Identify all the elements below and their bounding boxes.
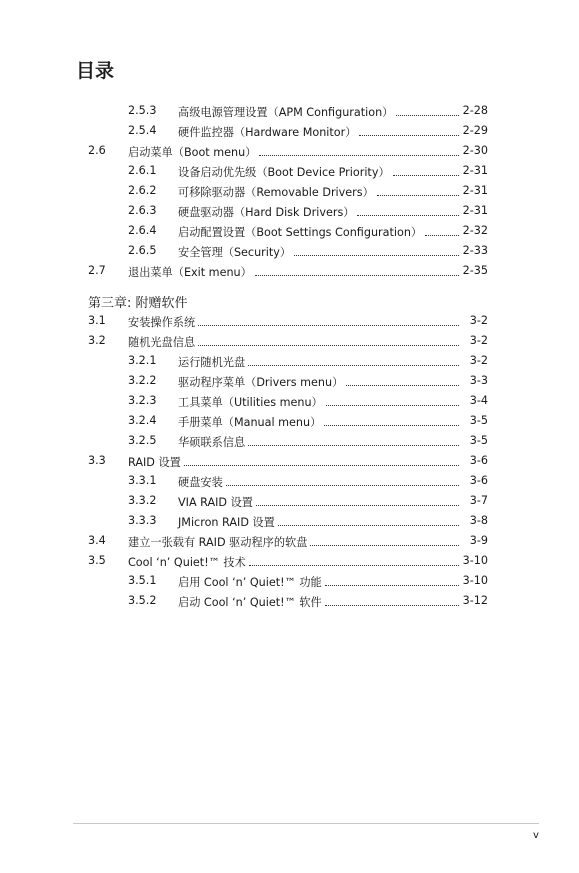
- toc-entry-number: 2.5.4: [128, 124, 157, 137]
- toc-entry-title-group: [128, 454, 461, 470]
- dot-leader: [198, 324, 459, 326]
- toc-entry-page: 3-9: [469, 534, 488, 547]
- toc-entry[interactable]: [88, 142, 488, 160]
- toc-entry[interactable]: [88, 372, 488, 390]
- toc-entry-number: 3.2.5: [128, 434, 157, 447]
- toc-entry-page: 3-7: [469, 494, 488, 507]
- toc-entry-page: 3-2: [469, 354, 488, 367]
- toc-entry-page: 2-30: [462, 144, 488, 157]
- toc-entry-title: 硬盘安装: [178, 476, 223, 489]
- toc-entry-title-group: [178, 434, 461, 450]
- toc-entry-number: 3.3.1: [128, 474, 157, 487]
- dot-leader: [249, 564, 459, 566]
- toc-entry-number: 3.1: [88, 314, 106, 327]
- toc-entry[interactable]: [88, 572, 488, 590]
- toc-entry-page: 2-31: [462, 184, 488, 197]
- dot-leader: [259, 154, 459, 156]
- toc-entry-title: 硬件监控器（Hardware Monitor）: [178, 126, 357, 139]
- toc-entry[interactable]: [88, 122, 488, 140]
- toc-entry-page: 3-2: [469, 334, 488, 347]
- toc-entry-title-group: [128, 264, 461, 280]
- toc-entry-number: 3.3.2: [128, 494, 157, 507]
- page-title: 目录: [76, 60, 115, 82]
- toc-entry-number: 3.2.3: [128, 394, 157, 407]
- toc-entry-page: 2-32: [462, 224, 488, 237]
- toc-entry-number: 3.5.1: [128, 574, 157, 587]
- toc-entry[interactable]: [88, 312, 488, 330]
- dot-leader: [324, 424, 459, 426]
- dot-leader: [359, 134, 459, 136]
- toc-entry-number: 3.3.3: [128, 514, 157, 527]
- toc-entry[interactable]: [88, 512, 488, 530]
- toc-entry-number: 2.7: [88, 264, 106, 277]
- toc-entry-page: 2-28: [462, 104, 488, 117]
- footer-divider: [73, 823, 539, 824]
- toc-entry[interactable]: [88, 452, 488, 470]
- toc-entry-title-group: [178, 184, 461, 200]
- toc-entry-title-group: [178, 514, 461, 530]
- toc-entry-title-group: [178, 394, 461, 410]
- toc-entry[interactable]: [88, 242, 488, 260]
- dot-leader: [326, 404, 459, 406]
- toc-entry-title-group: [178, 574, 461, 590]
- dot-leader: [393, 174, 459, 176]
- toc-entry-title: 华硕联系信息: [178, 436, 246, 449]
- toc-entry-title: 退出菜单（Exit menu）: [128, 266, 252, 279]
- toc-entry-title-group: [128, 334, 461, 350]
- toc-entry-title-group: [128, 534, 461, 550]
- toc-entry-page: 2-35: [462, 264, 488, 277]
- toc-entry-title-group: [178, 494, 461, 510]
- toc-entry-number: 3.2: [88, 334, 106, 347]
- dot-leader: [255, 274, 459, 276]
- toc-entry-number: 3.5: [88, 554, 106, 567]
- toc-entry-title-group: [178, 414, 461, 430]
- toc-entry-title: JMicron RAID 设置: [178, 516, 275, 529]
- toc-entry-number: 2.6.1: [128, 164, 157, 177]
- toc-entry-title: RAID 设置: [128, 456, 181, 469]
- toc-entry-page: 3-6: [469, 454, 488, 467]
- toc-entry-title: 安全管理（Security）: [178, 246, 292, 259]
- toc-entry-page: 3-3: [469, 374, 488, 387]
- toc-entry-title: VIA RAID 设置: [178, 496, 253, 509]
- toc-entry[interactable]: [88, 432, 488, 450]
- toc-entry-title-group: [178, 594, 461, 610]
- toc-entry[interactable]: [88, 262, 488, 280]
- toc-entry[interactable]: [88, 202, 488, 220]
- toc-entry-page: 2-31: [462, 204, 488, 217]
- dot-leader: [346, 384, 459, 386]
- toc-entry[interactable]: [88, 102, 488, 120]
- toc-entry-title-group: [128, 314, 461, 330]
- toc-entry-title: 硬盘驱动器（Hard Disk Drivers）: [178, 206, 355, 219]
- dot-leader: [248, 364, 459, 366]
- toc-entry-title: 启动配置设置（Boot Settings Configuration）: [178, 226, 423, 239]
- toc-entry-number: 2.6.3: [128, 204, 157, 217]
- toc-entry-number: 3.5.2: [128, 594, 157, 607]
- toc-entry-page: 3-12: [462, 594, 488, 607]
- table-of-contents: [88, 0, 488, 873]
- dot-leader: [198, 344, 459, 346]
- toc-entry-page: 2-33: [462, 244, 488, 257]
- toc-entry-number: 3.3: [88, 454, 106, 467]
- toc-entry[interactable]: [88, 352, 488, 370]
- dot-leader: [310, 544, 459, 546]
- dot-leader: [425, 234, 459, 236]
- toc-entry-title: 启用 Cool ‘n’ Quiet!™ 功能: [178, 576, 322, 589]
- toc-entry-number: 3.4: [88, 534, 106, 547]
- toc-entry[interactable]: [88, 492, 488, 510]
- dot-leader: [325, 604, 459, 606]
- toc-entry-page: 3-2: [469, 314, 488, 327]
- footer-page-number: v: [533, 830, 539, 841]
- dot-leader: [396, 114, 459, 116]
- toc-entry[interactable]: [88, 182, 488, 200]
- dot-leader: [294, 254, 459, 256]
- toc-entry[interactable]: [88, 392, 488, 410]
- toc-entry-title-group: [178, 224, 461, 240]
- toc-entry-title: 运行随机光盘: [178, 356, 246, 369]
- dot-leader: [357, 214, 459, 216]
- dot-leader: [256, 504, 459, 506]
- toc-entry-page: 2-29: [462, 124, 488, 137]
- toc-entry-number: 3.2.4: [128, 414, 157, 427]
- dot-leader: [226, 484, 459, 486]
- toc-entry-title-group: [178, 104, 461, 120]
- dot-leader: [184, 464, 459, 466]
- toc-entry-number: 2.6.2: [128, 184, 157, 197]
- toc-entry-page: 3-4: [469, 394, 488, 407]
- toc-entry-number: 3.2.1: [128, 354, 157, 367]
- toc-entry-title: 安装操作系统: [128, 316, 196, 329]
- toc-entry-title-group: [178, 244, 461, 260]
- toc-entry-number: 2.6.5: [128, 244, 157, 257]
- toc-entry[interactable]: [88, 222, 488, 240]
- toc-entry[interactable]: [88, 162, 488, 180]
- toc-entry-title-group: [178, 354, 461, 370]
- toc-entry-title: 手册菜单（Manual menu）: [178, 416, 322, 429]
- toc-entry-number: 2.6: [88, 144, 106, 157]
- toc-entry[interactable]: [88, 332, 488, 350]
- toc-entry[interactable]: [88, 552, 488, 570]
- toc-entry-title: 启动 Cool ‘n’ Quiet!™ 软件: [178, 596, 322, 609]
- toc-entry-title: 建立一张载有 RAID 驱动程序的软盘: [128, 536, 308, 549]
- toc-entry-title: 可移除驱动器（Removable Drivers）: [178, 186, 374, 199]
- toc-entry-number: 3.2.2: [128, 374, 157, 387]
- toc-entry[interactable]: [88, 532, 488, 550]
- toc-entry-number: 2.5.3: [128, 104, 157, 117]
- toc-entry-title-group: [178, 164, 461, 180]
- toc-entry-title-group: [178, 374, 461, 390]
- toc-entry-page: 3-5: [469, 434, 488, 447]
- dot-leader: [248, 444, 459, 446]
- toc-entry-title-group: [178, 474, 461, 490]
- toc-entry-title: 随机光盘信息: [128, 336, 196, 349]
- toc-entry-page: 3-6: [469, 474, 488, 487]
- toc-entry-title: Cool ‘n’ Quiet!™ 技术: [128, 556, 246, 569]
- toc-entry-page: 3-10: [462, 574, 488, 587]
- dot-leader: [377, 194, 459, 196]
- dot-leader: [325, 584, 459, 586]
- toc-entry-title: 高级电源管理设置（APM Configuration）: [178, 106, 394, 119]
- toc-entry-page: 3-5: [469, 414, 488, 427]
- toc-entry-title-group: [128, 554, 461, 570]
- toc-entry-page: 3-10: [462, 554, 488, 567]
- toc-entry-page: 3-8: [469, 514, 488, 527]
- toc-entry-title: 工具菜单（Utilities menu）: [178, 396, 323, 409]
- toc-entry-title-group: [128, 144, 461, 160]
- toc-entry[interactable]: [88, 592, 488, 610]
- toc-entry[interactable]: [88, 412, 488, 430]
- toc-entry-title: 设备启动优先级（Boot Device Priority）: [178, 166, 390, 179]
- toc-entry-title: 启动菜单（Boot menu）: [128, 146, 257, 159]
- toc-entry[interactable]: [88, 472, 488, 490]
- toc-entry-title: 驱动程序菜单（Drivers menu）: [178, 376, 344, 389]
- toc-entry-number: 2.6.4: [128, 224, 157, 237]
- dot-leader: [278, 524, 459, 526]
- toc-entry-title-group: [178, 204, 461, 220]
- toc-entry-title-group: [178, 124, 461, 140]
- toc-entry-page: 2-31: [462, 164, 488, 177]
- chapter-3-heading: 第三章: 附赠软件: [88, 296, 188, 311]
